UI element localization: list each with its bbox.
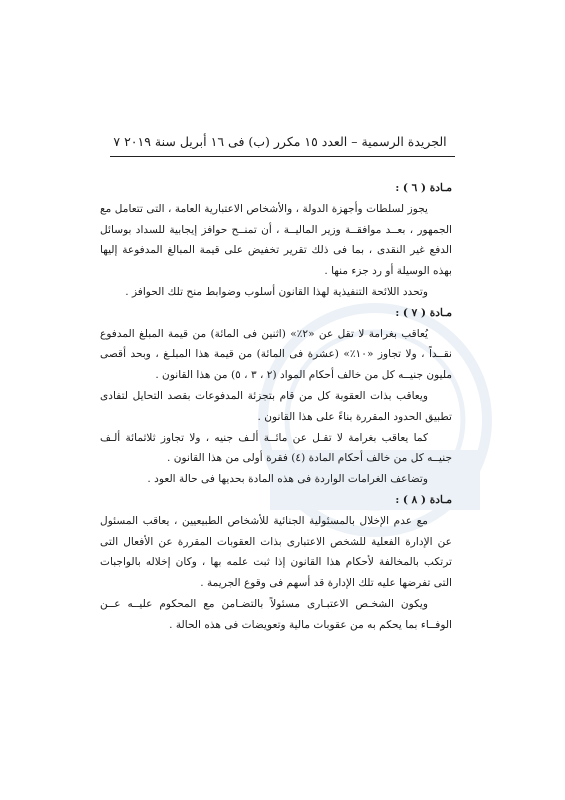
header-divider bbox=[110, 156, 455, 157]
paragraph: كما يعاقب بغرامة لا تقـل عن مائــة ألـف جنيه ، ولا تجاوز ثلاثمائة ألـف جنيــه كل من خالف أحكام المادة (٤) فقرة أولى من هذا القانون . bbox=[100, 431, 452, 465]
article-heading: مـادة ( ٧ ) : bbox=[395, 306, 452, 319]
document-body bbox=[100, 178, 452, 636]
paragraph: وتضاعف الغرامات الواردة فى هذه المادة بحديها فى حالة العود . bbox=[147, 473, 428, 486]
paragraph: يجوز لسلطات وأجهزة الدولة ، والأشخاص الاعتبارية العامة ، التى تتعامل مع الجمهور ، بعــد موافقــة وزير الماليــة ، أن تمنــح حوافز إيجابية للسداد بوسائل الدفع غير النقدى ، بما فى ذلك تقرير تخفيض على قيمة المبالغ المدفوعة إليها بهذه الوسيلة أو رد جزء منها . bbox=[100, 202, 452, 278]
paragraph: يُعاقب بغرامة لا تقل عن «٢٪» (اثنين فى المائة) من قيمة المبلغ المدفوع نقــداً ، ولا تجاوز «١٠٪» (عشرة فى المائة) من قيمة هذا المبلـغ ، وبحد أقصى مليون جنيــه كل من خالف أحكام المواد (٢ ، ٣ ، ٥) من هذا القانون . bbox=[100, 327, 452, 382]
paragraph: ويكون الشخـص الاعتبـارى مسئولاً بالتضـامن مع المحكوم عليــه عــن الوفــاء بما يحكم به من عقوبات مالية وتعويضات فى هذه الحالة . bbox=[100, 597, 452, 631]
article-heading: مـادة ( ٦ ) : bbox=[395, 182, 452, 194]
paragraph: ويعاقب بذات العقوبة كل من قام بتجزئة المدفوعات بقصد التحايل لتفادى تطبيق الحدود المقررة بناءً على هذا القانون . bbox=[100, 389, 452, 423]
paragraph: وتحدد اللائحة التنفيذية لهذا القانون أسلوب وضوابط منح تلك الحوافز . bbox=[125, 285, 428, 298]
paragraph: مع عدم الإخلال بالمسئولية الجنائية للأشخاص الطبيعيين ، يعاقب المسئول عن الإدارة الفعلية للشخص الاعتبارى بذات العقوبات المقررة عن الأفعال التى ترتكب بالمخالفة لأحكام هذا القانون إذا ثبت علمه بها ، وكان إخلاله بالواجبات التى تفرضها عليه تلك الإدارة قد أسهم فى وقوع الجريمة . bbox=[100, 514, 452, 590]
article-heading: مـادة ( ٨ ) : bbox=[395, 493, 452, 506]
page-header: الجريدة الرسمية – العدد ١٥ مكرر (ب) فى ١٦ أبريل سنة ٢٠١٩ ٧ bbox=[113, 134, 447, 149]
